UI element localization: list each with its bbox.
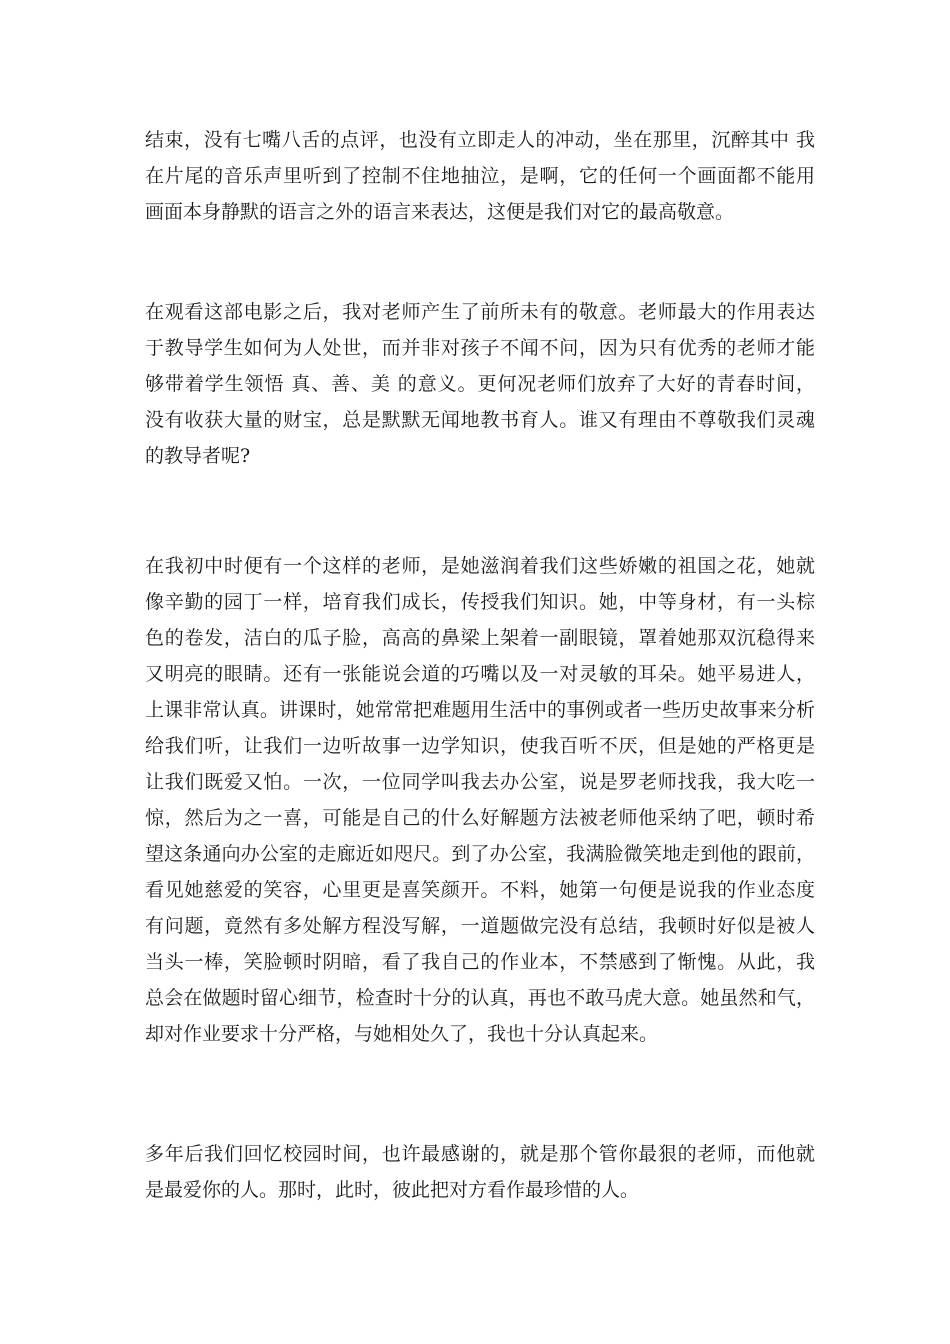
text-line: 在观看这部电影之后，我对老师产生了前所未有的敬意。老师最大的作用表达 — [145, 301, 815, 323]
text-line: 惊，然后为之一喜，可能是自己的什么好解题方法被老师他采纳了吧，顿时希 — [145, 807, 815, 829]
paragraph-1 — [145, 122, 815, 230]
text-line: 在片尾的音乐声里听到了控制不住地抽泣，是啊，它的任何一个画面都不能用 — [145, 165, 815, 187]
text-line: 于教导学生如何为人处世，而并非对孩子不闻不问，因为只有优秀的老师才能 — [145, 337, 815, 359]
text-line: 总会在做题时留心细节，检查时十分的认真，再也不敢马虎大意。她虽然和气， — [145, 987, 815, 1009]
text-line: 望这条通向办公室的走廊近如咫尺。到了办公室，我满脸微笑地走到他的跟前， — [145, 843, 815, 865]
text-line: 让我们既爱又怕。一次，一位同学叫我去办公室，说是罗老师找我，我大吃一 — [145, 771, 815, 793]
text-line: 又明亮的眼睛。还有一张能说会道的巧嘴以及一对灵敏的耳朵。她平易进人， — [145, 663, 815, 685]
paragraph-3 — [145, 548, 815, 1052]
text-line: 给我们听，让我们一边听故事一边学知识，使我百听不厌，但是她的严格更是 — [145, 735, 815, 757]
text-line: 却对作业要求十分严格，与她相处久了，我也十分认真起来。 — [145, 1023, 659, 1045]
text-line: 看见她慈爱的笑容，心里更是喜笑颜开。不料，她第一句便是说我的作业态度 — [145, 879, 815, 901]
text-line: 画面本身静默的语言之外的语言来表达，这便是我们对它的最高敬意。 — [145, 201, 735, 223]
text-line: 在我初中时便有一个这样的老师，是她滋润着我们这些娇嫩的祖国之花，她就 — [145, 555, 815, 577]
text-line: 上课非常认真。讲课时，她常常把难题用生活中的事例或者一些历史故事来分析 — [145, 699, 815, 721]
text-line: 结束，没有七嘴八舌的点评，也没有立即走人的冲动，坐在那里，沉醉其中 我 — [145, 129, 815, 151]
text-line: 没有收获大量的财宝，总是默默无闻地教书育人。谁又有理由不尊敬我们灵魂 — [145, 409, 815, 431]
text-line: 的教导者呢? — [145, 445, 251, 467]
text-line: 像辛勤的园丁一样，培育我们成长，传授我们知识。她，中等身材，有一头棕 — [145, 591, 815, 613]
text-line: 多年后我们回忆校园时间，也许最感谢的，就是那个管你最狠的老师，而他就 — [145, 1143, 815, 1165]
paragraph-4 — [145, 1136, 815, 1208]
text-line: 当头一棒，笑脸顿时阴暗，看了我自己的作业本，不禁感到了惭愧。从此，我 — [145, 951, 815, 973]
paragraph-2 — [145, 294, 815, 474]
text-line: 够带着学生领悟 真、善、美 的意义。更何况老师们放弃了大好的青春时间， — [145, 373, 815, 395]
text-line: 是最爱你的人。那时，此时，彼此把对方看作最珍惜的人。 — [145, 1179, 640, 1201]
text-line: 有问题，竟然有多处解方程没写解，一道题做完没有总结，我顿时好似是被人 — [145, 915, 815, 937]
text-line: 色的卷发，洁白的瓜子脸，高高的鼻梁上架着一副眼镜，罩着她那双沉稳得来 — [145, 627, 815, 649]
